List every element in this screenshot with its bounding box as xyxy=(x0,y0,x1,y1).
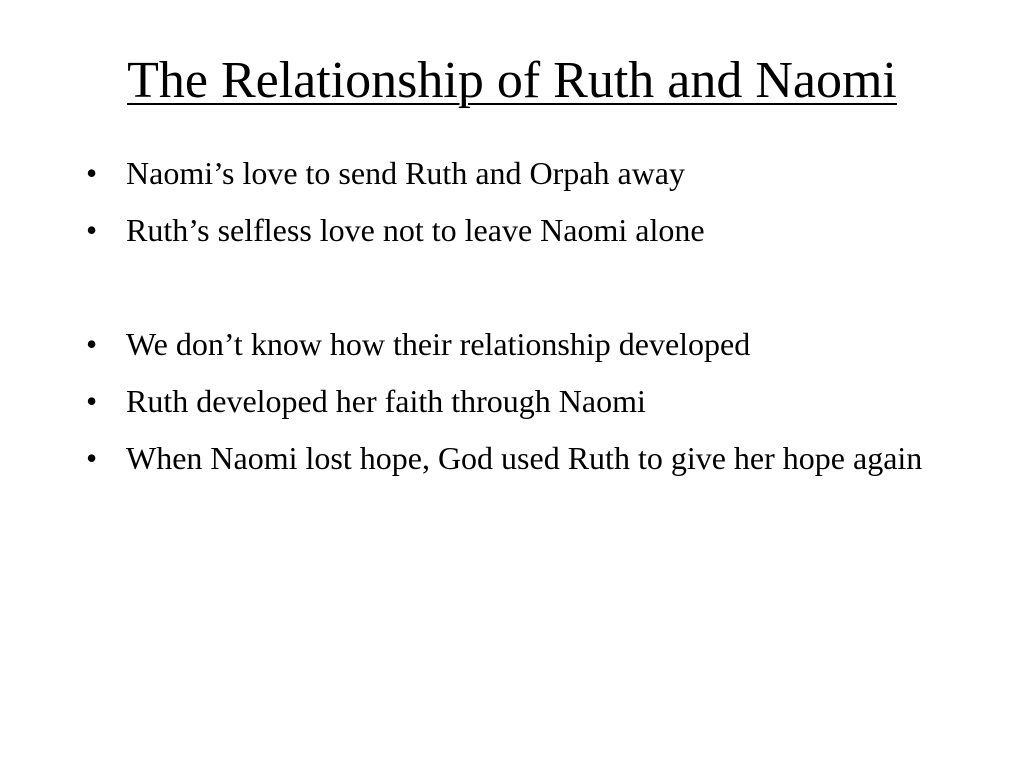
bullet-text: Ruth’s selfless love not to leave Naomi alone xyxy=(126,212,705,248)
bullet-dot-icon: • xyxy=(86,326,98,362)
bullet-dot-icon: • xyxy=(86,383,98,419)
slide-title: The Relationship of Ruth and Naomi xyxy=(127,52,897,109)
bullet-item xyxy=(86,211,956,249)
bullet-dot-icon: • xyxy=(86,155,98,191)
bullet-list xyxy=(86,154,956,496)
bullet-dot-icon: • xyxy=(86,440,98,476)
bullet-item xyxy=(86,325,956,363)
bullet-item xyxy=(86,382,956,420)
bullet-text: When Naomi lost hope, God used Ruth to give her hope again xyxy=(126,440,923,476)
bullet-dot-icon: • xyxy=(86,212,98,248)
bullet-text: Naomi’s love to send Ruth and Orpah away xyxy=(126,155,685,191)
bullet-text: Ruth developed her faith through Naomi xyxy=(126,383,646,419)
bullet-item xyxy=(86,154,956,192)
bullet-item xyxy=(86,439,956,477)
bullet-text: We don’t know how their relationship developed xyxy=(126,326,751,362)
